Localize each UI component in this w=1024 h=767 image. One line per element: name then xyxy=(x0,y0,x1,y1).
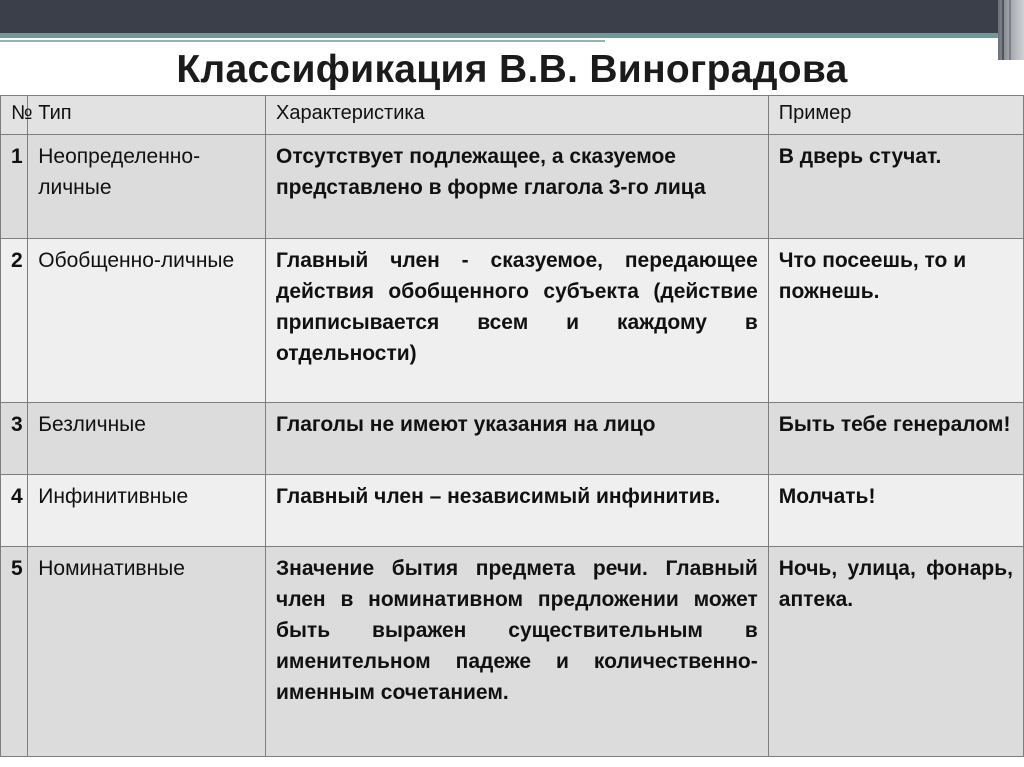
row-type: Неопределенно-личные xyxy=(28,135,266,239)
row-num: 2 xyxy=(1,239,28,403)
row-example: Быть тебе генералом! xyxy=(768,403,1023,475)
row-type: Номинативные xyxy=(28,547,266,757)
row-example: В дверь стучат. xyxy=(768,135,1023,239)
table-row xyxy=(1,403,1024,475)
header-num: № xyxy=(1,96,28,135)
row-num: 1 xyxy=(1,135,28,239)
row-characteristic: Главный член – независимый инфинитив. xyxy=(266,475,769,547)
classification-table xyxy=(0,95,1024,757)
row-characteristic: Главный член - сказуемое, передающее действия обобщенного субъекта (действие приписывается всем и каждому в отдельности) xyxy=(266,239,769,403)
page-title: Классификация В.В. Виноградова xyxy=(176,48,848,91)
row-example: Что посеешь, то и пожнешь. xyxy=(768,239,1023,403)
header-example: Пример xyxy=(768,96,1023,135)
row-type: Обобщенно-личные xyxy=(28,239,266,403)
row-type: Инфинитивные xyxy=(28,475,266,547)
accent-line xyxy=(0,33,1024,38)
accent-line-thin xyxy=(0,40,605,42)
row-num: 4 xyxy=(1,475,28,547)
table-row xyxy=(1,239,1024,403)
row-characteristic: Значение бытия предмета речи. Главный член в номинативном предложении может быть выражен существительным в именительном падеже и количественно-именным сочетанием. xyxy=(266,547,769,757)
table-row xyxy=(1,475,1024,547)
row-example: Молчать! xyxy=(768,475,1023,547)
row-num: 3 xyxy=(1,403,28,475)
header-type: Тип xyxy=(28,96,266,135)
row-characteristic: Глаголы не имеют указания на лицо xyxy=(266,403,769,475)
row-num: 5 xyxy=(1,547,28,757)
table-header-row xyxy=(1,96,1024,135)
row-example: Ночь, улица, фонарь, аптека. xyxy=(768,547,1023,757)
table-row xyxy=(1,547,1024,757)
top-band xyxy=(0,0,1024,33)
header-characteristic: Характеристика xyxy=(266,96,769,135)
row-type: Безличные xyxy=(28,403,266,475)
table-row xyxy=(1,135,1024,239)
row-characteristic: Отсутствует подлежащее, а сказуемое представлено в форме глагола 3-го лица xyxy=(266,135,769,239)
